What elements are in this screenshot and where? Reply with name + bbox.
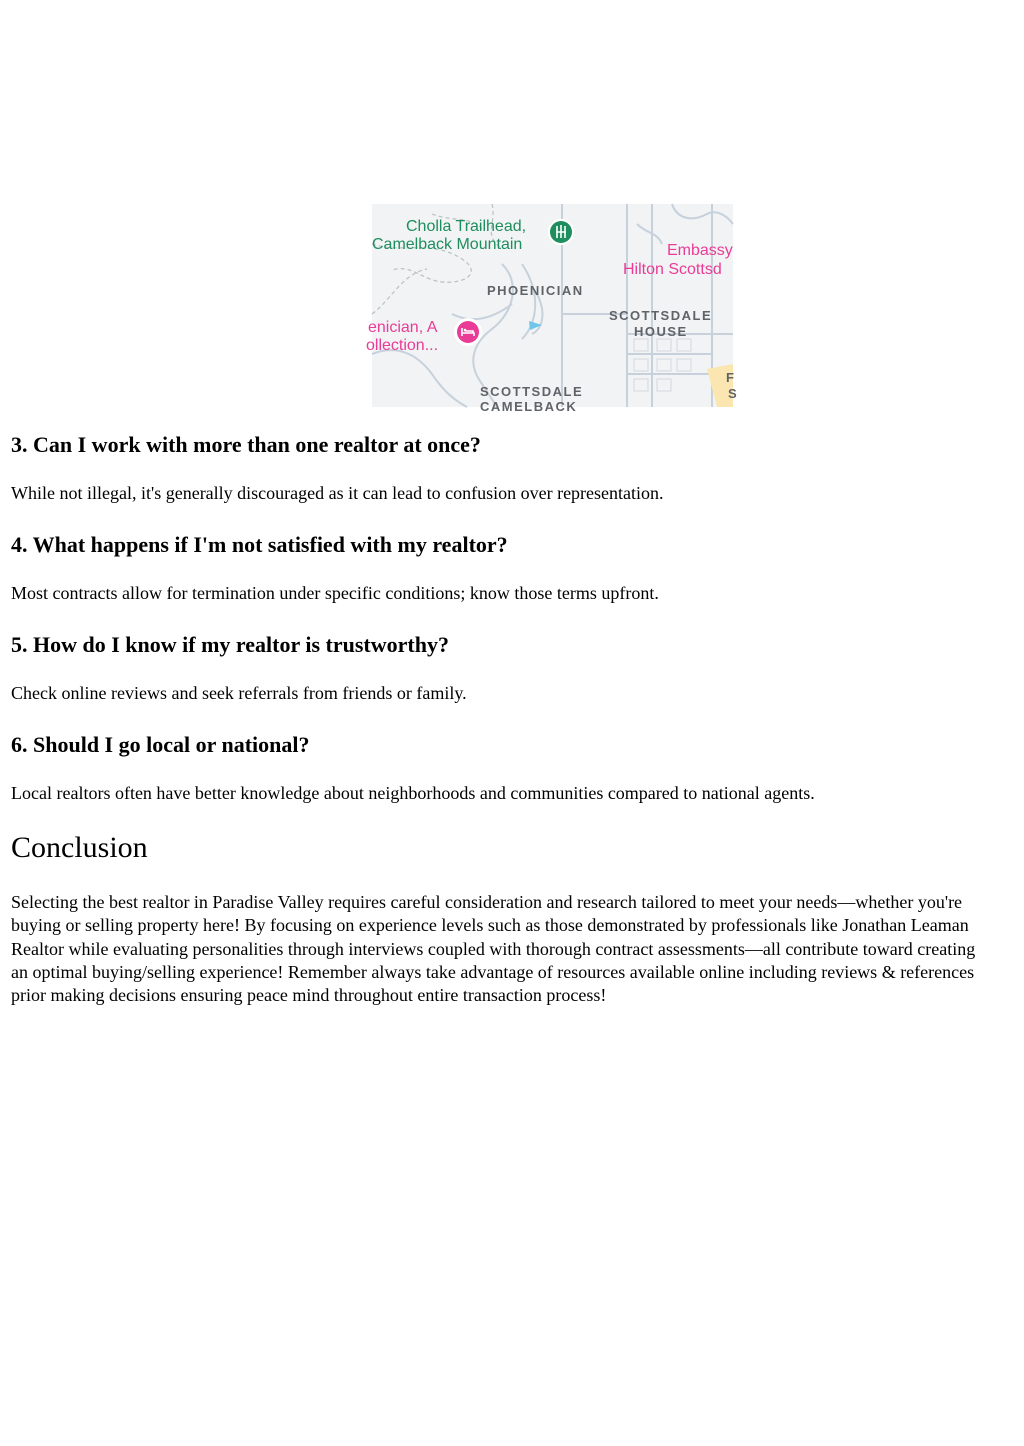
map-label-scottsdale-house-line1: SCOTTSDALE — [609, 308, 713, 323]
map-label-scottsdale-camelback-line2: CAMELBACK — [480, 399, 578, 414]
map-label-cholla-line1: Cholla Trailhead, — [406, 218, 527, 235]
map-label-phoenician: PHOENICIAN — [487, 283, 584, 298]
map-label-edge-letter-2: S — [728, 386, 737, 401]
faq-answer-5: Check online reviews and seek referrals from friends or family. — [11, 683, 467, 703]
hotel-icon[interactable] — [454, 318, 482, 346]
faq-question-6: 6. Should I go local or national? — [11, 732, 310, 757]
map-label-edge-letter-1: F — [726, 370, 734, 385]
faq-question-3: 3. Can I work with more than one realtor at once? — [11, 432, 481, 457]
faq-question-5: 5. How do I know if my realtor is trustworthy? — [11, 632, 449, 657]
map-label-scottsdale-house-line2: HOUSE — [634, 324, 688, 339]
map-label-embassy-line1: Embassy — [667, 242, 733, 259]
faq-question-4: 4. What happens if I'm not satisfied with my realtor? — [11, 532, 508, 557]
map-label-embassy-line2: Hilton Scottsd — [623, 261, 722, 278]
map-image[interactable] — [366, 204, 737, 414]
map-label-enician-line2: ollection... — [366, 337, 439, 354]
conclusion-paragraph: Selecting the best realtor in Paradise Valley requires careful consideration and research tailored to meet your needs—whether you're buying or selling property here! By focusing on experience levels such as those demonstrated by professionals like Jonathan Leaman Realtor while evaluating personalities through interviews coupled with thorough contract assessments—all contribute toward creating an optimal buying/selling experience! Remember always take advantage of resources available online including reviews & references prior making decisions ensuring peace mind throughout entire transaction process! — [11, 892, 976, 1006]
faq-answer-6: Local realtors often have better knowledge about neighborhoods and communities compared to national agents. — [11, 783, 815, 803]
map-label-cholla-line2: Camelback Mountain — [372, 236, 523, 253]
map-label-enician-line1: enician, A — [368, 319, 438, 336]
faq-answer-4: Most contracts allow for termination under specific conditions; know those terms upfront. — [11, 583, 659, 603]
map-label-scottsdale-camelback-line1: SCOTTSDALE — [480, 384, 584, 399]
hiking-trail-icon[interactable] — [548, 219, 574, 245]
conclusion-heading: Conclusion — [11, 831, 148, 864]
faq-answer-3: While not illegal, it's generally discouraged as it can lead to confusion over representation. — [11, 483, 664, 503]
